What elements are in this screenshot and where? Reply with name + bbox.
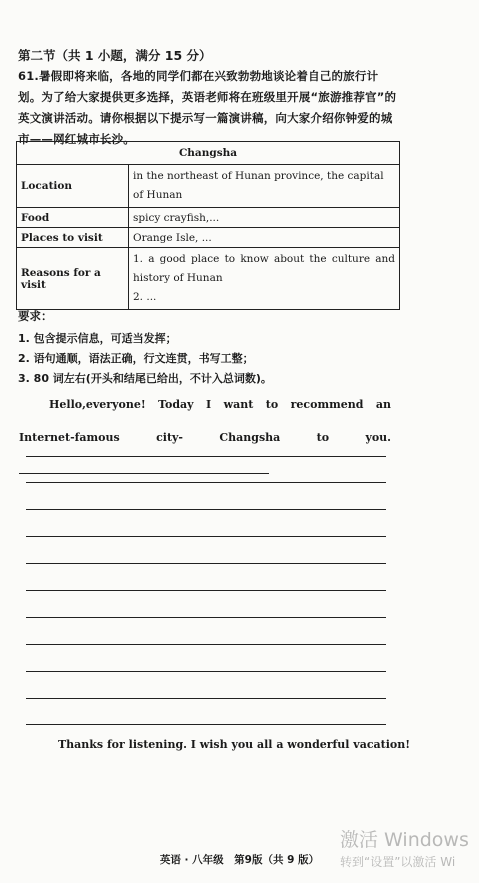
answer-line[interactable] (26, 698, 386, 699)
table-header: Changsha (17, 142, 400, 165)
essay-opening (19, 388, 391, 487)
answer-line[interactable] (26, 456, 386, 457)
windows-watermark-subtitle: 转到“设置”以激活 Wi (340, 855, 456, 869)
table-row (17, 248, 400, 310)
row-content-food: spicy crayfish,... (129, 208, 400, 228)
table-row (17, 165, 400, 208)
answer-line[interactable] (26, 563, 386, 564)
answer-line[interactable] (26, 617, 386, 618)
opening-text: Hello,everyone! Today I want to recommend an Internet-famous city- Changsha to you. (19, 398, 391, 444)
windows-watermark-title: 激活 Windows (340, 829, 469, 851)
answer-line[interactable] (26, 724, 386, 725)
answer-blank-inline[interactable] (19, 461, 269, 474)
requirement-item: 1. 包含提示信息，可适当发挥； (18, 332, 177, 345)
answer-line[interactable] (26, 536, 386, 537)
requirement-item: 2. 语句通顺，语法正确，行文连贯，书写工整； (18, 352, 254, 365)
requirement-item: 3. 80 词左右(开头和结尾已给出，不计入总词数)。 (18, 372, 272, 385)
reason-1: 1. a good place to know about the culture and history of Hunan (133, 253, 395, 284)
answer-line[interactable] (26, 590, 386, 591)
answer-line[interactable] (26, 509, 386, 510)
table-header-row (17, 142, 400, 165)
table-row (17, 228, 400, 248)
requirements-title: 要求： (18, 309, 53, 323)
row-label-places: Places to visit (17, 228, 129, 248)
answer-line[interactable] (26, 671, 386, 672)
section-title: 第二节（共 1 小题，满分 15 分） (18, 48, 212, 63)
row-content-location: in the northeast of Hunan province, the capital of Hunan (129, 165, 400, 208)
essay-closing: Thanks for listening. I wish you all a wonderful vacation! (58, 738, 411, 751)
table-row (17, 208, 400, 228)
page-footer: 英语 · 八年级 第9版（共 9 版） (159, 854, 320, 866)
answer-line[interactable] (26, 482, 386, 483)
row-label-food: Food (17, 208, 129, 228)
row-content-reasons (129, 248, 400, 310)
answer-line[interactable] (26, 644, 386, 645)
info-table (16, 141, 400, 310)
row-label-location: Location (17, 165, 129, 208)
row-content-places: Orange Isle, ... (129, 228, 400, 248)
writing-prompt: 61.暑假即将来临，各地的同学们都在兴致勃勃地谈论着自己的旅行计划。为了给大家提供更多选择，英语老师将在班级里开展“旅游推荐官”的英文演讲活动。请你根据以下提示写一篇演讲稿，向大家介绍你钟爱的城市——网红城市长沙。 (18, 69, 397, 146)
row-label-reasons: Reasons for a visit (17, 248, 129, 310)
reason-2: 2. ... (133, 291, 157, 303)
